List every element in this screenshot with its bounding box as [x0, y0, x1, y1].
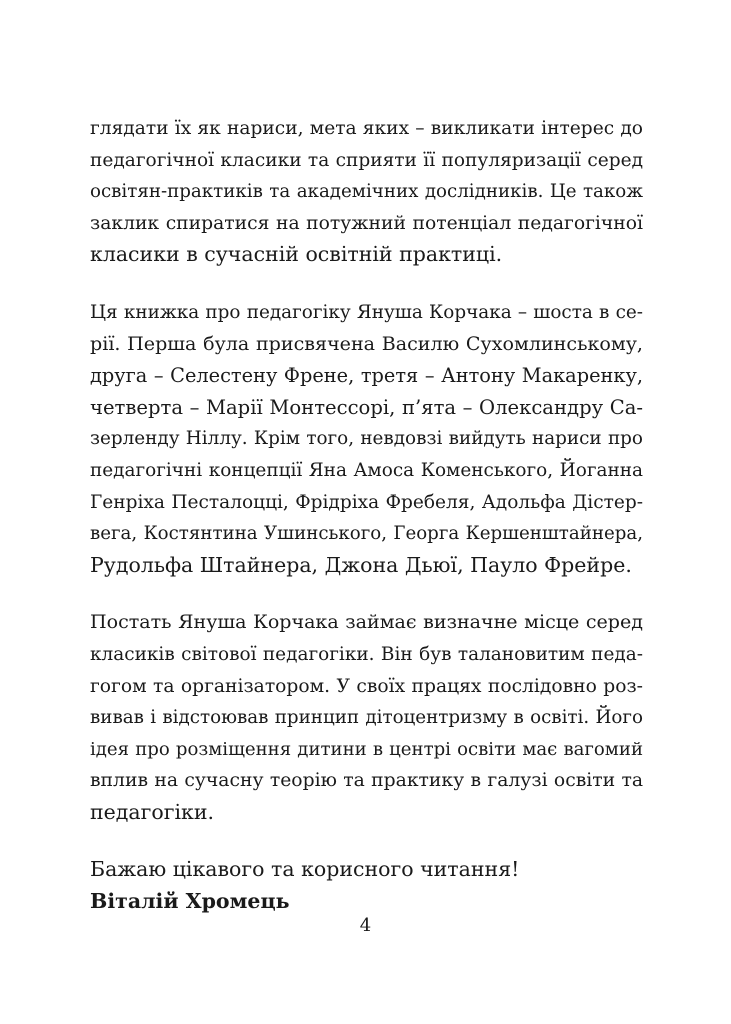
text-line: класики в сучасній освітній практиці. [90, 242, 503, 267]
text-line: Ця книжка про педагогіку Януша Корчака – шоста в се- [90, 301, 643, 323]
text-line: Рудольфа Штайнера, Джона Дьюї, Пауло Фрейре. [90, 552, 632, 577]
text-line: зерленду Ніллу. Крім того, невдовзі вийдуть нариси про [90, 428, 643, 450]
author-signature: Віталій Хромець [90, 889, 290, 914]
text-line: педагогічні концепції Яна Амоса Коменського, Йоганна [90, 459, 643, 481]
text-line: заклик спиратися на потужний потенціал педагогічної [90, 212, 643, 234]
text-line: педагогіки. [90, 799, 215, 824]
closing-greeting: Бажаю цікавого та корисного читання! [90, 857, 520, 882]
page-body [90, 113, 643, 918]
text-line: глядати їх як нариси, мета яких – викликати інтерес до [90, 118, 643, 139]
text-line: рії. Перша була присвячена Василю Сухомлинському, [90, 332, 643, 355]
page-number: 4 [359, 915, 372, 936]
text-line: гогом та організатором. У своїх працях послідовно роз- [90, 675, 643, 697]
text-line: ідея про розміщення дитини в центрі освіти має вагомий [90, 738, 643, 760]
text-line: друга – Селестену Френе, третя – Антону Макаренку, [90, 364, 643, 388]
paragraph-series-intro [90, 113, 643, 271]
text-line: вплив на сучасну теорію та практику в галузі освіти та [90, 770, 643, 792]
text-line: класиків світової педагогіки. Він був талановитим педа- [90, 643, 643, 665]
text-line: освітян-практиків та академічних дослідників. Це також [90, 181, 643, 203]
paragraph-korczak [90, 607, 643, 828]
text-line: четверта – Марії Монтессорі, п’ята – Олександру Са- [90, 395, 643, 419]
paragraph-series-list [90, 297, 643, 581]
text-line: Постать Януша Корчака займає визначне місце серед [90, 611, 643, 634]
text-line: вега, Костянтина Ушинського, Георга Кершенштайнера, [90, 523, 643, 545]
closing-block [90, 854, 643, 917]
text-line: Генріха Песталоцці, Фрідріха Фребеля, Адольфа Дістер- [90, 491, 643, 513]
text-line: вивав і відстоював принцип дітоцентризму в освіті. Його [90, 707, 643, 729]
text-line: педагогічної класики та сприяти її популяризації серед [90, 149, 643, 171]
